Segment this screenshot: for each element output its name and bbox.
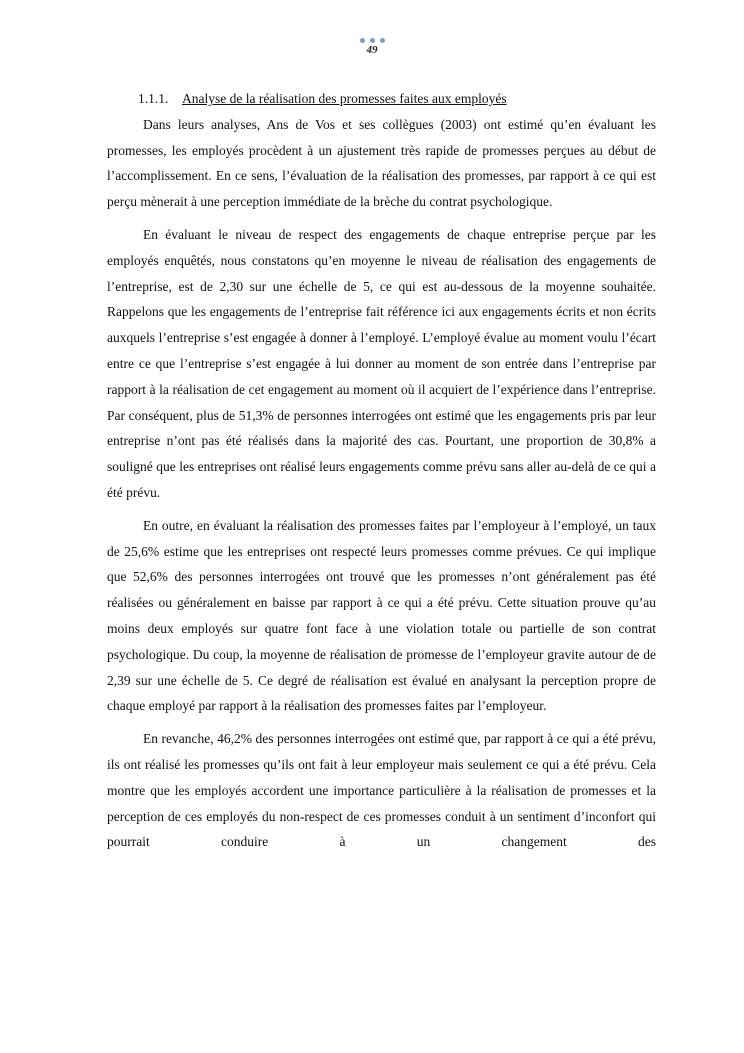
document-body [107,86,656,862]
paragraph: En revanche, 46,2% des personnes interrogées ont estimé que, par rapport à ce qui a été prévu, ils ont réalisé les promesses qu’ils ont fait à leur employeur mais seulement ce qui a été prévu. Cela montre que les employés accordent une importance particulière à la réalisation de promesses et la perception de ces employés du non-respect de ces promesses conduit à un sentiment d’inconfort qui pourrait conduire à un changement des [107,731,656,850]
paragraph: En évaluant le niveau de respect des engagements de chaque entreprise perçue par les employés enquêtés, nous constatons qu’en moyenne le niveau de réalisation des engagements de l’entreprise, est de 2,30 sur une échelle de 5, ce qui est au-dessous de la moyenne souhaitée. Rappelons que les engagements de l’entreprise fait référence ici aux engagements écrits et non écrits auxquels l’entreprise s’est engagée à donner à l’employé. L’employé évalue au moment voulu l’écart entre ce que l’entreprise s’est engagée à lui donner au moment de son entrée dans l’entreprise par rapport à la réalisation de cet engagement au moment où il acquiert de l’expérience dans l’entreprise. Par conséquent, plus de 51,3% de personnes interrogées ont estimé que les engagements pris par leur entreprise n’ont pas été réalisés dans la majorité des cas. Pourtant, une proportion de 30,8% a souligné que les entreprises ont réalisé leurs engagements comme prévu sans aller au-delà de ce qui a été prévu. [107,226,656,500]
decorative-dot [370,38,375,43]
section-number: 1.1.1. [138,91,169,106]
page-number: 49 [366,44,378,56]
section-heading [107,86,656,112]
decorative-dot [360,38,365,43]
decorative-dot [380,38,385,43]
paragraph: En outre, en évaluant la réalisation des promesses faites par l’employeur à l’employé, un taux de 25,6% estime que les entreprises ont respecté leurs promesses comme prévues. Ce qui implique que 52,6% des personnes interrogées ont trouvé que les promesses n’ont généralement pas été réalisées ou généralement en baisse par rapport à ce qui a été prévu. Cette situation prouve qu’au moins deux employés sur quatre font face à une violation totale ou partielle de son contrat psychologique. Du coup, la moyenne de réalisation de promesse de l’employeur gravite autour de de 2,39 sur une échelle de 5. Ce degré de réalisation est évalué en analysant la perception propre de chaque employé par rapport à la réalisation des promesses faites par l’employeur. [107,517,656,714]
page-header [0,38,744,57]
section-title: Analyse de la réalisation des promesses faites aux employés [182,91,507,106]
paragraph: Dans leurs analyses, Ans de Vos et ses collègues (2003) ont estimé qu’en évaluant les promesses, les employés procèdent à un ajustement très rapide de promesses perçues au début de l’accomplissement. En ce sens, l’évaluation de la réalisation des promesses, par rapport à ce qui est perçu mènerait à une perception immédiate de la brèche du contrat psychologique. [107,116,656,210]
